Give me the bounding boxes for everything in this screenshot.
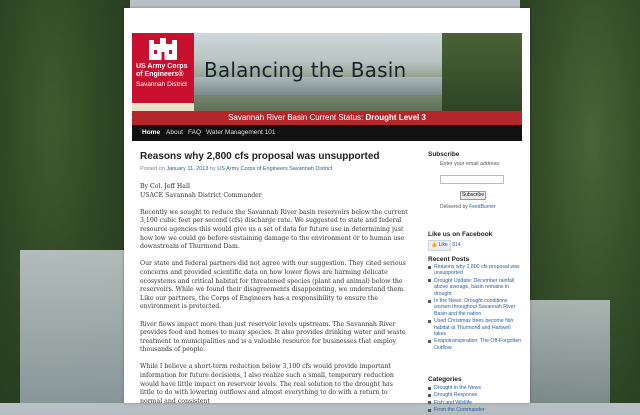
categories-list [428,385,522,415]
email-label: Enter your email address: [440,161,501,167]
post-title[interactable]: Reasons why 2,800 cfs proposal was unsupported [140,151,380,162]
nav-water-management-101[interactable]: Water Management 101 [206,129,276,136]
recent-post-link[interactable]: In the News: Drought conditions worsen throughout Savannah River Basin and the nation [428,298,522,317]
subscribe-heading: Subscribe [428,151,460,158]
post-meta: Posted on January 11, 2013 by US Army Corps of Engineers Savannah District [140,166,333,172]
feedburner-link[interactable]: FeedBurner [469,204,496,210]
post-date-link[interactable]: January 11, 2013 [166,166,209,172]
logo-org-name: US Army Corps of Engineers® [136,63,188,78]
background-river-right [520,300,610,403]
nav-faq[interactable]: FAQ [188,129,202,136]
site-title[interactable]: Balancing the Basin [204,58,407,82]
usace-logo[interactable] [132,33,194,103]
post-body [140,183,408,415]
castle-icon [147,38,179,60]
email-input[interactable] [440,175,504,184]
nav-about[interactable]: About [166,129,183,136]
post-author-link[interactable]: US Army Corps of Engineers Savannah District [217,166,333,172]
post-paragraph: Recently we sought to reduce the Savannah River basin reservoirs below the current 3,100 cubic feet per second (cfs) discharge rate. We suggested to state and federal resource agencies this would give us a set of data for future use in determining just how low we could go before sustaining damage to the environment or to human use downstream of Thurmond Dam. [140,208,408,251]
recent-post-link[interactable]: Evapotranspiration: The Off-Forgotten Outflow [428,338,522,351]
facebook-heading: Like us on Facebook [428,231,493,238]
logo-underbar [132,103,194,111]
page-container [124,8,530,414]
post-paragraph: While I believe a short-term reduction below 3,100 cfs would provide important information for future decisions, I also realize such a small, temporary reduction would have little impact on reservoir levels. The real solution to the drought has little to do with lowering outflows and almost everything to do with a return to normal and consistent [140,363,394,405]
status-prefix: Savannah River Basin Current Status: [228,113,364,122]
category-link[interactable]: Drought in the News [428,385,522,391]
categories-heading: Categories [428,376,462,383]
fb-like-count: 814 [452,242,461,248]
recent-post-link[interactable]: Drought Update: December rainfall above average, basin remains in drought [428,278,522,297]
drought-status-bar [132,111,522,125]
facebook-like-widget[interactable] [428,240,466,249]
background-river-left [20,250,140,403]
status-value: Drought Level 3 [365,113,426,122]
recent-post-link[interactable]: Reasons why 2,800 cfs proposal was unsupported [428,264,522,277]
thumbs-up-icon: 👍 [431,242,438,248]
category-link[interactable]: From the Commander [428,407,522,413]
subscribe-button[interactable]: Subscribe [461,192,485,198]
post-paragraph: Our state and federal partners did not agree with our suggestion. They cited serious concerns and provided scientific data on how lower flows are harming delicate ecosystems and critical habitat for threatened species (plant and animal) below the reservoirs. While we found their disagreements disappointing, we understand them. Like our partners, the Corps of Engineers has a responsibility to ensure the environment is protected. [140,260,406,311]
category-link[interactable]: Drought Response [428,392,522,398]
category-link[interactable]: Fish and Wildlife [428,400,522,406]
post-paragraph: River flows impact more than just reservoir levels upstream. The Savannah River provides food and homes to many species. It also provides drinking water and waste treatment to municipalities and is a valuable resource for businesses that employ thousands of people. [140,320,406,354]
recent-posts-list [428,264,522,352]
delivered-by: Delivered by FeedBurner [440,204,496,210]
header-trees-image [442,33,522,111]
logo-district: Savannah District [136,81,187,88]
main-nav [132,125,522,141]
fb-like-button[interactable]: 👍 Like [428,240,451,251]
post-byline: By Col. Jeff Hall USACE Savannah District Commander [140,183,262,199]
recent-post-link[interactable]: Used Christmas trees become fish habitat at Thurmond and Hartwell lakes [428,318,522,337]
nav-home[interactable]: Home [142,129,161,136]
recent-posts-heading: Recent Posts [428,256,470,263]
